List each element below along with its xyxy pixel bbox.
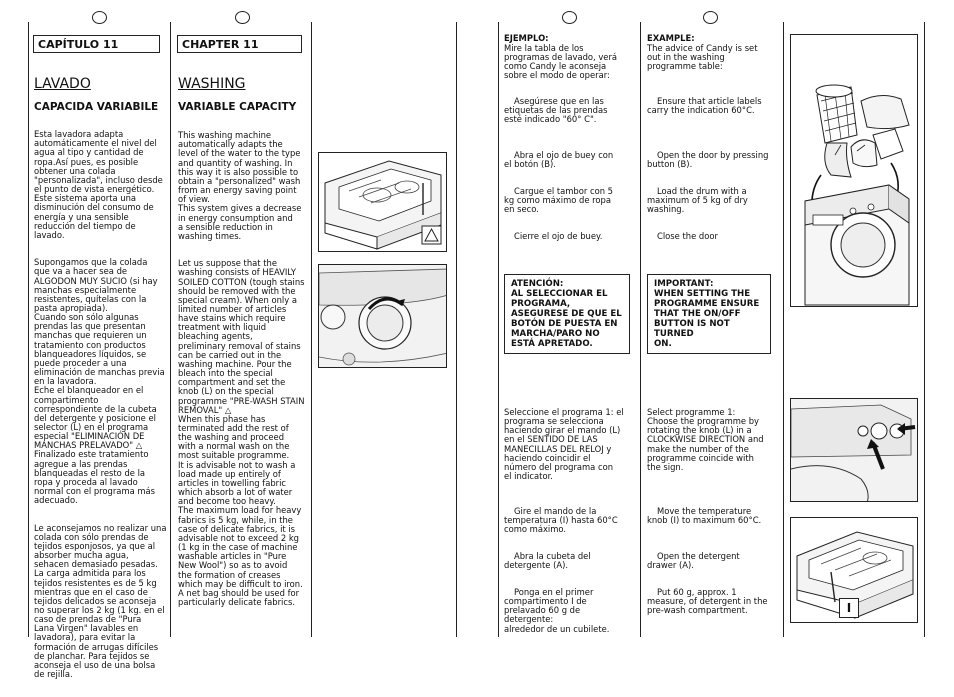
- column-rule: [924, 22, 925, 637]
- page-title-es: LAVADO: [34, 76, 91, 92]
- detergent-drawer-illustration: [318, 152, 447, 252]
- step-labels-es: Asegúrese que en las etiquetas de las prendas esté indicado "60° C".: [504, 96, 608, 125]
- body-text-en: [178, 122, 310, 625]
- section-subtitle-en: VARIABLE CAPACITY: [178, 101, 297, 113]
- step-temperature-es: Gire el mando de la temperatura (I) hasta 60°C como máximo.: [504, 506, 618, 535]
- column-rule: [640, 22, 641, 637]
- column-rule: [311, 22, 312, 637]
- step-load-en: Load the drum with a maximum of 5 kg of dry washing.: [647, 186, 748, 215]
- example-title-es: EJEMPLO:: [504, 33, 549, 43]
- step-door-en: Open the door by pressing button (B).: [647, 150, 769, 170]
- step-drawer-es: Abra la cubeta del detergente (A).: [504, 551, 591, 571]
- page-title-en: WASHING: [178, 76, 246, 92]
- laundry-loading-illustration: [790, 34, 918, 307]
- select-program-en: Select programme 1: Choose the programme by rotating the knob (L) in a CLOCKWISE DIRECTION and make the number of the programme coincide with the sign.: [647, 407, 764, 472]
- step-temperature-en: Move the temperature knob (I) to maximum 60°C.: [647, 506, 762, 526]
- paragraph: Esta lavadora adapta automáticamente el nivel del agua al tipo y cantidad de ropa.Así pues, es posible obtener una colada "personalizada", incluso desde el punto de vista energético. Este sistema aporta una disminución del consumo de energía y una sensible reducción del tiempo de lavado.: [34, 129, 163, 240]
- step-detergent-es: Ponga en el primer compartimento I de prelavado 60 g de detergente: alrededor de un cubilete.: [504, 587, 610, 634]
- body-text-es: [34, 121, 169, 697]
- example-intro-es: Mire la tabla de los programas de lavado, verá como Candy le aconseja sobre el modo de operar:: [504, 43, 618, 81]
- step-close-en: Close the door: [657, 231, 718, 241]
- column-rule: [28, 22, 29, 637]
- paragraph: Supongamos que la colada que va a hacer sea de ALGODON MUY SUCIO (si hay manchas especialmente resistentes, quítelas con la pasta apropiada). Cuando son sólo algunas prendas las que presentan manchas que requieren un tratamiento con productos blanqueadores líquidos, se puede proceder a una eliminación de manchas previa en la lavadora. Eche el blanqueador en el compartimento correspondiente de la cubeta del detergente y posicione el selector (L) en el programa especial "ELIMINACIÓN DE MANCHAS PRELAVADO" △ Finalizado este tratamiento agregue a las prendas blanqueadas el resto de la ropa y proceda al lavado normal con el programa más adecuado.: [34, 257, 165, 506]
- page-marker-circle: [235, 11, 250, 24]
- step-door-es: Abra el ojo de buey con el botón (B).: [504, 150, 614, 170]
- page-marker-circle: [703, 11, 718, 24]
- warning-box-en: IMPORTANT: WHEN SETTING THE PROGRAMME ENSURE THAT THE ON/OFF BUTTON IS NOT TURNED ON.: [647, 274, 771, 354]
- column-rule: [783, 22, 784, 637]
- step-labels-en: Ensure that article labels carry the indication 60°C.: [647, 96, 762, 116]
- page-marker-circle: [562, 11, 577, 24]
- knob-rotation-illustration: [790, 398, 918, 502]
- paragraph: This washing machine automatically adapts the level of the water to the type and quantity of washing. In this way it is also possible to obtain a "personalized" wash from an energy saving point of view. This system gives a decrease in energy consumption and a sensible reduction in washing times.: [178, 130, 302, 241]
- drawer-compartment-label: I: [839, 598, 859, 618]
- column-rule: [170, 22, 171, 637]
- step-load-es: Cargue el tambor con 5 kg como máximo de ropa en seco.: [504, 186, 614, 215]
- column-rule: [456, 22, 457, 637]
- paragraph: Le aconsejamos no realizar una colada con sólo prendas de tejidos esponjosos, ya que al absorber mucha agua, sehacen demasiado pesadas. La carga admitida para los tejidos resistentes es de 5 kg mientras que en el caso de tejidos delicados se aconseja no superar los 2 kg (1 kg. en el caso de prendas de "Pura Lana Virgen" lavables en lavadora), para evitar la formación de arrugas difíciles de planchar. Para tejidos se aconseja el uso de una bolsa de rejilla.: [34, 522, 167, 680]
- step-drawer-en: Open the detergent drawer (A).: [647, 551, 740, 571]
- section-subtitle-es: CAPACIDA VARIABILE: [34, 101, 159, 113]
- example-title-en: EXAMPLE:: [647, 33, 695, 43]
- step-detergent-en: Put 60 g, approx. 1 measure, of detergent in the pre-wash compartment.: [647, 587, 768, 616]
- paragraph: Let us suppose that the washing consists of HEAVILY SOILED COTTON (tough stains should be removed with the special cream). When only a limited number of articles have stains which require treatment with liquid bleaching agents, preliminary removal of stains can be carried out in the washing machine. Pour the bleach into the special compartment and set the knob (L) on the special programme "PRE-WASH STAIN REMOVAL" △ When this phase has terminated add the rest of the washing and proceed with a normal wash on the most suitable programme. It is advisable not to wash a load made up entirely of articles in towelling fabric which absorb a lot of water and become too heavy. The maximum load for heavy fabrics is 5 kg, while, in the case of delicate fabrics, it is advisable not to exceed 2 kg (1 kg in the case of machine washable articles in "Pure New Wool") so as to avoid the formation of creases which may be difficult to iron. A net bag should be used for particularly delicate fabrics.: [178, 258, 305, 607]
- program-knob-illustration: [318, 264, 447, 368]
- column-rule: [498, 22, 499, 637]
- chapter-heading-en: CHAPTER 11: [177, 35, 302, 53]
- select-program-es: Seleccione el programa 1: el programa se selecciona haciendo girar el mando (L) en el SENTIDO DE LAS MANECILLAS DEL RELOJ y haciendo coincidir el número del programa con el indicator.: [504, 407, 624, 482]
- detergent-compartment-illustration: [790, 517, 918, 623]
- step-close-es: Cierre el ojo de buey.: [514, 231, 603, 241]
- example-intro-en: The advice of Candy is set out in the washing programme table:: [647, 43, 758, 72]
- warning-box-es: ATENCIÓN: AL SELECCIONAR EL PROGRAMA, ASEGURESE DE QUE EL BOTÓN DE PUESTA EN MARCHA/PARO NO ESTÁ APRETADO.: [504, 274, 630, 354]
- chapter-heading-es: CAPÍTULO 11: [33, 35, 160, 53]
- page-marker-circle: [92, 11, 107, 24]
